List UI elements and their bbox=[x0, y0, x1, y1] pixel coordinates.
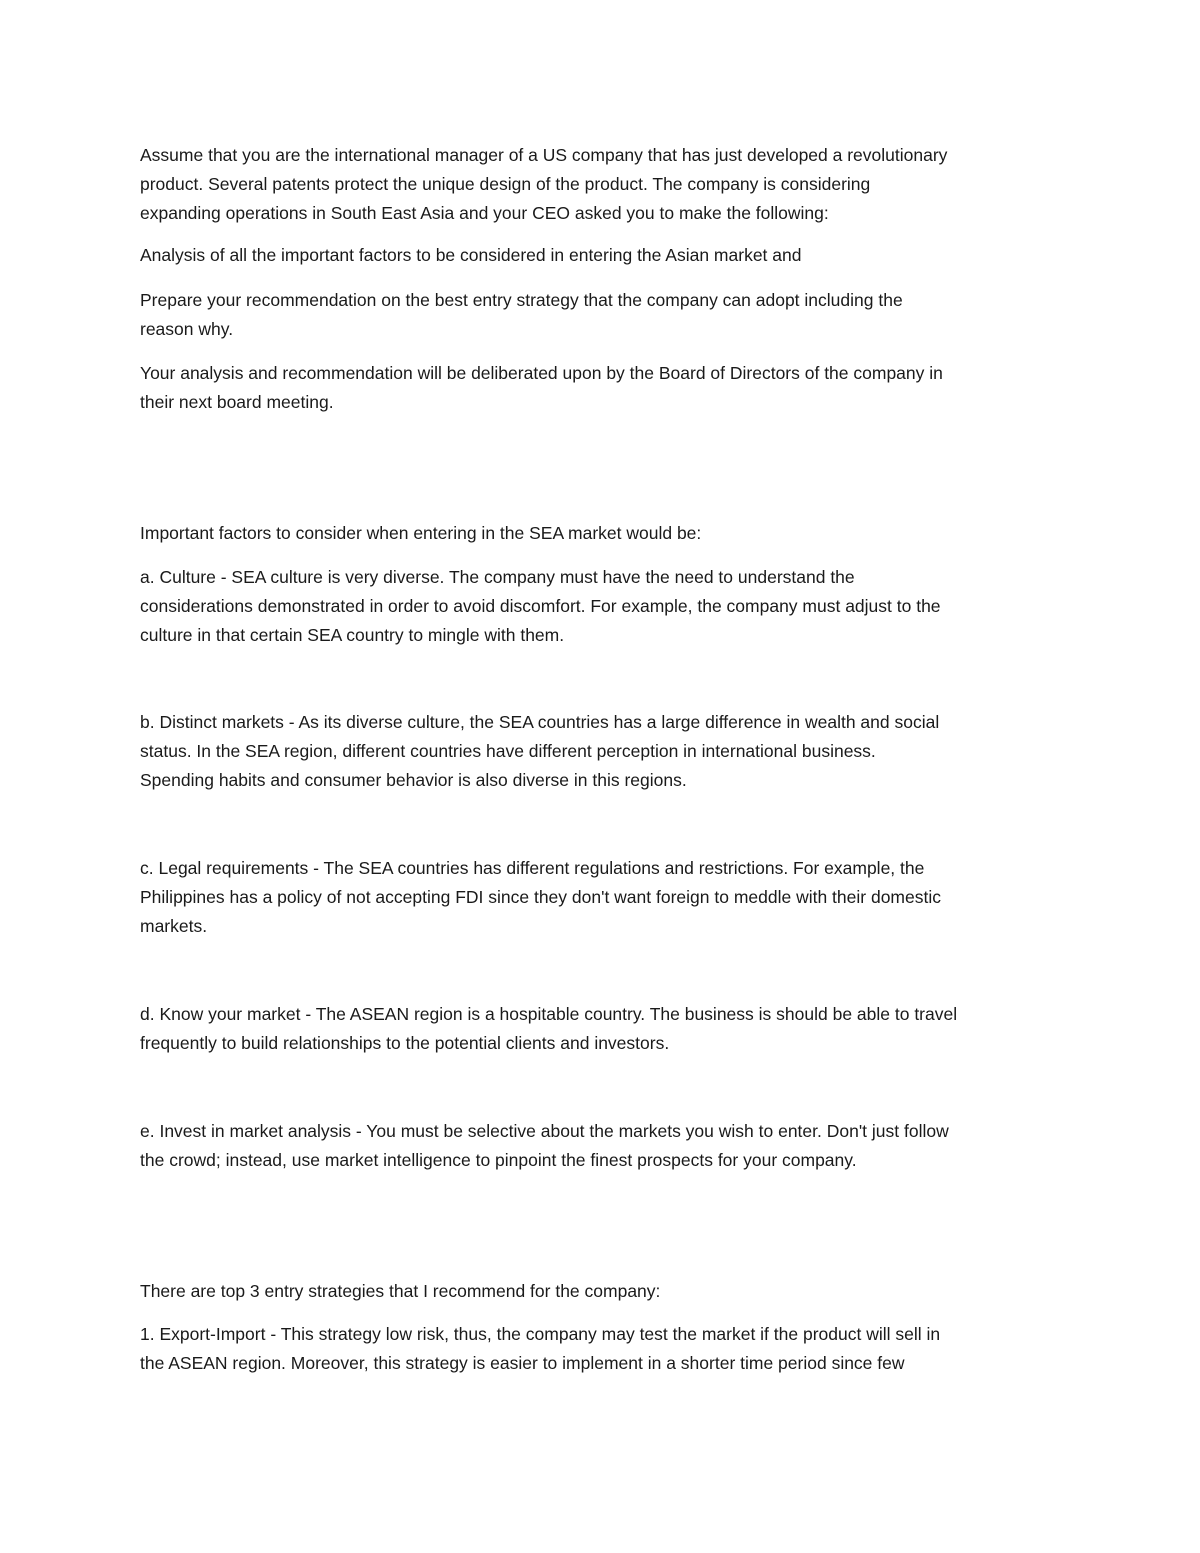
text-line: markets. bbox=[140, 916, 208, 936]
text-line: Assume that you are the international manager of a US company that has just developed a revolutionary bbox=[140, 145, 948, 165]
text-line: Important factors to consider when entering in the SEA market would be: bbox=[140, 523, 702, 543]
text-line: Your analysis and recommendation will be deliberated upon by the Board of Directors of the company in bbox=[140, 363, 943, 383]
factor-legal-requirements bbox=[140, 854, 1070, 941]
factor-know-your-market bbox=[140, 1000, 1070, 1058]
text-line: Prepare your recommendation on the best entry strategy that the company can adopt including the bbox=[140, 290, 903, 310]
text-line: a. Culture - SEA culture is very diverse. The company must have the need to understand the bbox=[140, 567, 855, 587]
text-line: the ASEAN region. Moreover, this strategy is easier to implement in a shorter time period since few bbox=[140, 1353, 905, 1373]
intro-paragraph bbox=[140, 141, 1070, 228]
task-analysis-paragraph bbox=[140, 241, 1070, 270]
strategy-export-import bbox=[140, 1320, 1070, 1378]
text-line: the crowd; instead, use market intelligence to pinpoint the finest prospects for your company. bbox=[140, 1150, 857, 1170]
text-line: Spending habits and consumer behavior is also diverse in this regions. bbox=[140, 770, 687, 790]
text-line: their next board meeting. bbox=[140, 392, 334, 412]
text-line: 1. Export-Import - This strategy low risk, thus, the company may test the market if the product will sell in bbox=[140, 1324, 941, 1344]
board-paragraph bbox=[140, 359, 1070, 417]
text-line: There are top 3 entry strategies that I recommend for the company: bbox=[140, 1281, 661, 1301]
text-line: Philippines has a policy of not accepting FDI since they don't want foreign to meddle with their domestic bbox=[140, 887, 941, 907]
factor-market-analysis bbox=[140, 1117, 1070, 1175]
text-line: frequently to build relationships to the potential clients and investors. bbox=[140, 1033, 670, 1053]
text-line: expanding operations in South East Asia and your CEO asked you to make the following: bbox=[140, 203, 829, 223]
text-line: b. Distinct markets - As its diverse culture, the SEA countries has a large difference in wealth and social bbox=[140, 712, 940, 732]
strategies-heading bbox=[140, 1277, 1070, 1306]
text-line: considerations demonstrated in order to avoid discomfort. For example, the company must adjust to the bbox=[140, 596, 941, 616]
text-line: reason why. bbox=[140, 319, 234, 339]
factor-culture bbox=[140, 563, 1070, 650]
factor-distinct-markets bbox=[140, 708, 1070, 795]
task-recommendation-paragraph bbox=[140, 286, 1070, 344]
text-line: product. Several patents protect the unique design of the product. The company is considering bbox=[140, 174, 871, 194]
factors-heading bbox=[140, 519, 1070, 548]
text-line: e. Invest in market analysis - You must be selective about the markets you wish to enter. Don't just follow bbox=[140, 1121, 949, 1141]
text-line: d. Know your market - The ASEAN region is a hospitable country. The business is should be able to travel bbox=[140, 1004, 958, 1024]
text-line: Analysis of all the important factors to be considered in entering the Asian market and bbox=[140, 245, 802, 265]
text-line: culture in that certain SEA country to mingle with them. bbox=[140, 625, 565, 645]
text-line: c. Legal requirements - The SEA countries has different regulations and restrictions. For example, the bbox=[140, 858, 925, 878]
text-line: status. In the SEA region, different countries have different perception in international business. bbox=[140, 741, 876, 761]
